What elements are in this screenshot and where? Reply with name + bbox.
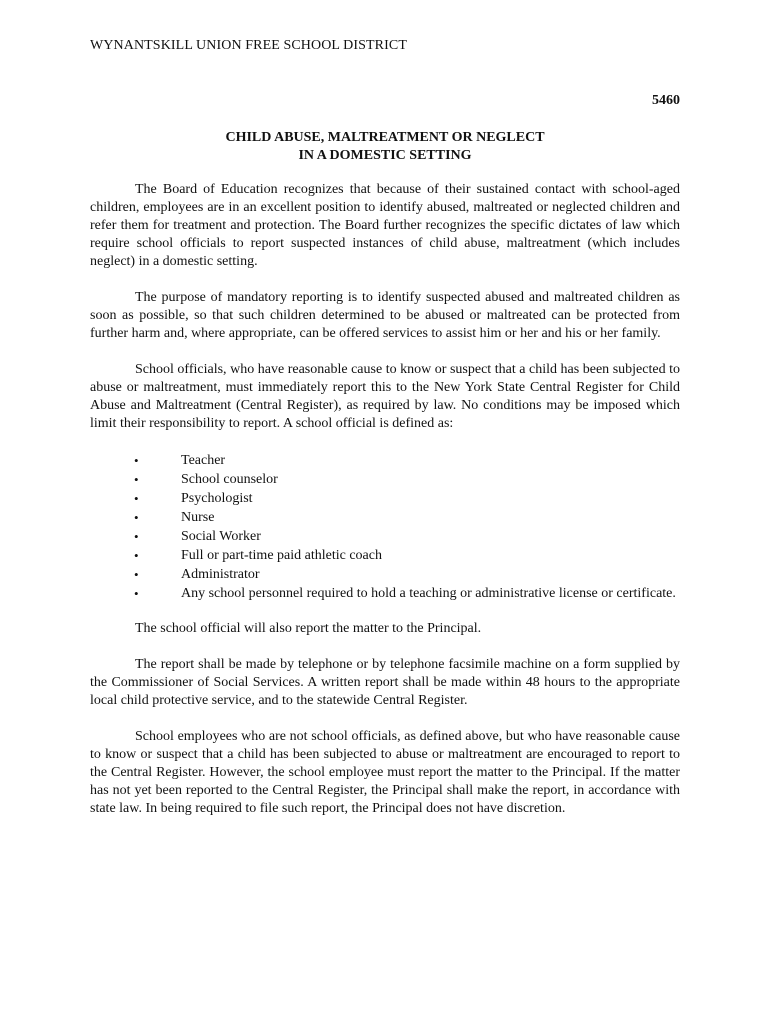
paragraph-board-recognition: The Board of Education recognizes that because of their sustained contact with school-aged children, employees are in an excellent position to identify abused, maltreated or neglected children and refer them for treatment and protection. The Board further recognizes the specific dictates of law which require school officials to report suspected instances of child abuse, maltreatment (which includes neglect) in a domestic setting. bbox=[90, 182, 680, 269]
bullet-icon: • bbox=[134, 453, 139, 468]
policy-number: 5460 bbox=[652, 93, 680, 108]
district-header: WYNANTSKILL UNION FREE SCHOOL DISTRICT bbox=[90, 38, 407, 53]
list-item: • Nurse bbox=[134, 510, 215, 525]
bullet-icon: • bbox=[134, 529, 139, 544]
bullet-icon: • bbox=[134, 491, 139, 506]
bullet-icon: • bbox=[134, 510, 139, 525]
list-item: • Full or part-time paid athletic coach bbox=[134, 548, 382, 563]
school-officials-list bbox=[90, 451, 680, 603]
list-item: • Administrator bbox=[134, 567, 260, 582]
policy-title-line-2: IN A DOMESTIC SETTING bbox=[298, 148, 472, 163]
list-item: • School counselor bbox=[134, 472, 278, 487]
list-item: • Psychologist bbox=[134, 491, 253, 506]
paragraph-report-method: The report shall be made by telephone or by telephone facsimile machine on a form supplied by the Commissioner of Social Services. A written report shall be made within 48 hours to the appropriate local child protective service, and to the statewide Central Register. bbox=[90, 657, 680, 708]
policy-title-line-1: CHILD ABUSE, MALTREATMENT OR NEGLECT bbox=[225, 130, 545, 145]
paragraph-purpose: The purpose of mandatory reporting is to identify suspected abused and maltreated children as soon as possible, so that such children determined to be abused or maltreated can be protected from further harm and, where appropriate, can be offered services to assist him or her and his or her family. bbox=[90, 290, 680, 341]
bullet-icon: • bbox=[134, 567, 139, 582]
paragraph-school-officials: School officials, who have reasonable cause to know or suspect that a child has been subjected to abuse or maltreatment, must immediately report this to the New York State Central Register for Child Abuse and Maltreatment (Central Register), as required by law. No conditions may be imposed which limit their responsibility to report. A school official is defined as: bbox=[90, 362, 680, 431]
policy-body bbox=[90, 181, 680, 836]
list-item: • Teacher bbox=[134, 453, 226, 468]
bullet-icon: • bbox=[134, 586, 139, 601]
paragraph-report-to-principal: The school official will also report the matter to the Principal. bbox=[135, 621, 482, 636]
list-item: • Any school personnel required to hold a teaching or administrative license or certificate. bbox=[134, 586, 676, 601]
bullet-icon: • bbox=[134, 472, 139, 487]
bullet-icon: • bbox=[134, 548, 139, 563]
paragraph-other-employees: School employees who are not school officials, as defined above, but who have reasonable cause to know or suspect that a child has been subjected to abuse or maltreatment are encouraged to report to the Central Register. However, the school employee must report the matter to the Principal. If the matter has not yet been reported to the Central Register, the Principal shall make the report, in accordance with state law. In being required to file such report, the Principal does not have discretion. bbox=[90, 729, 680, 816]
list-item: • Social Worker bbox=[134, 529, 261, 544]
policy-title bbox=[90, 129, 680, 165]
